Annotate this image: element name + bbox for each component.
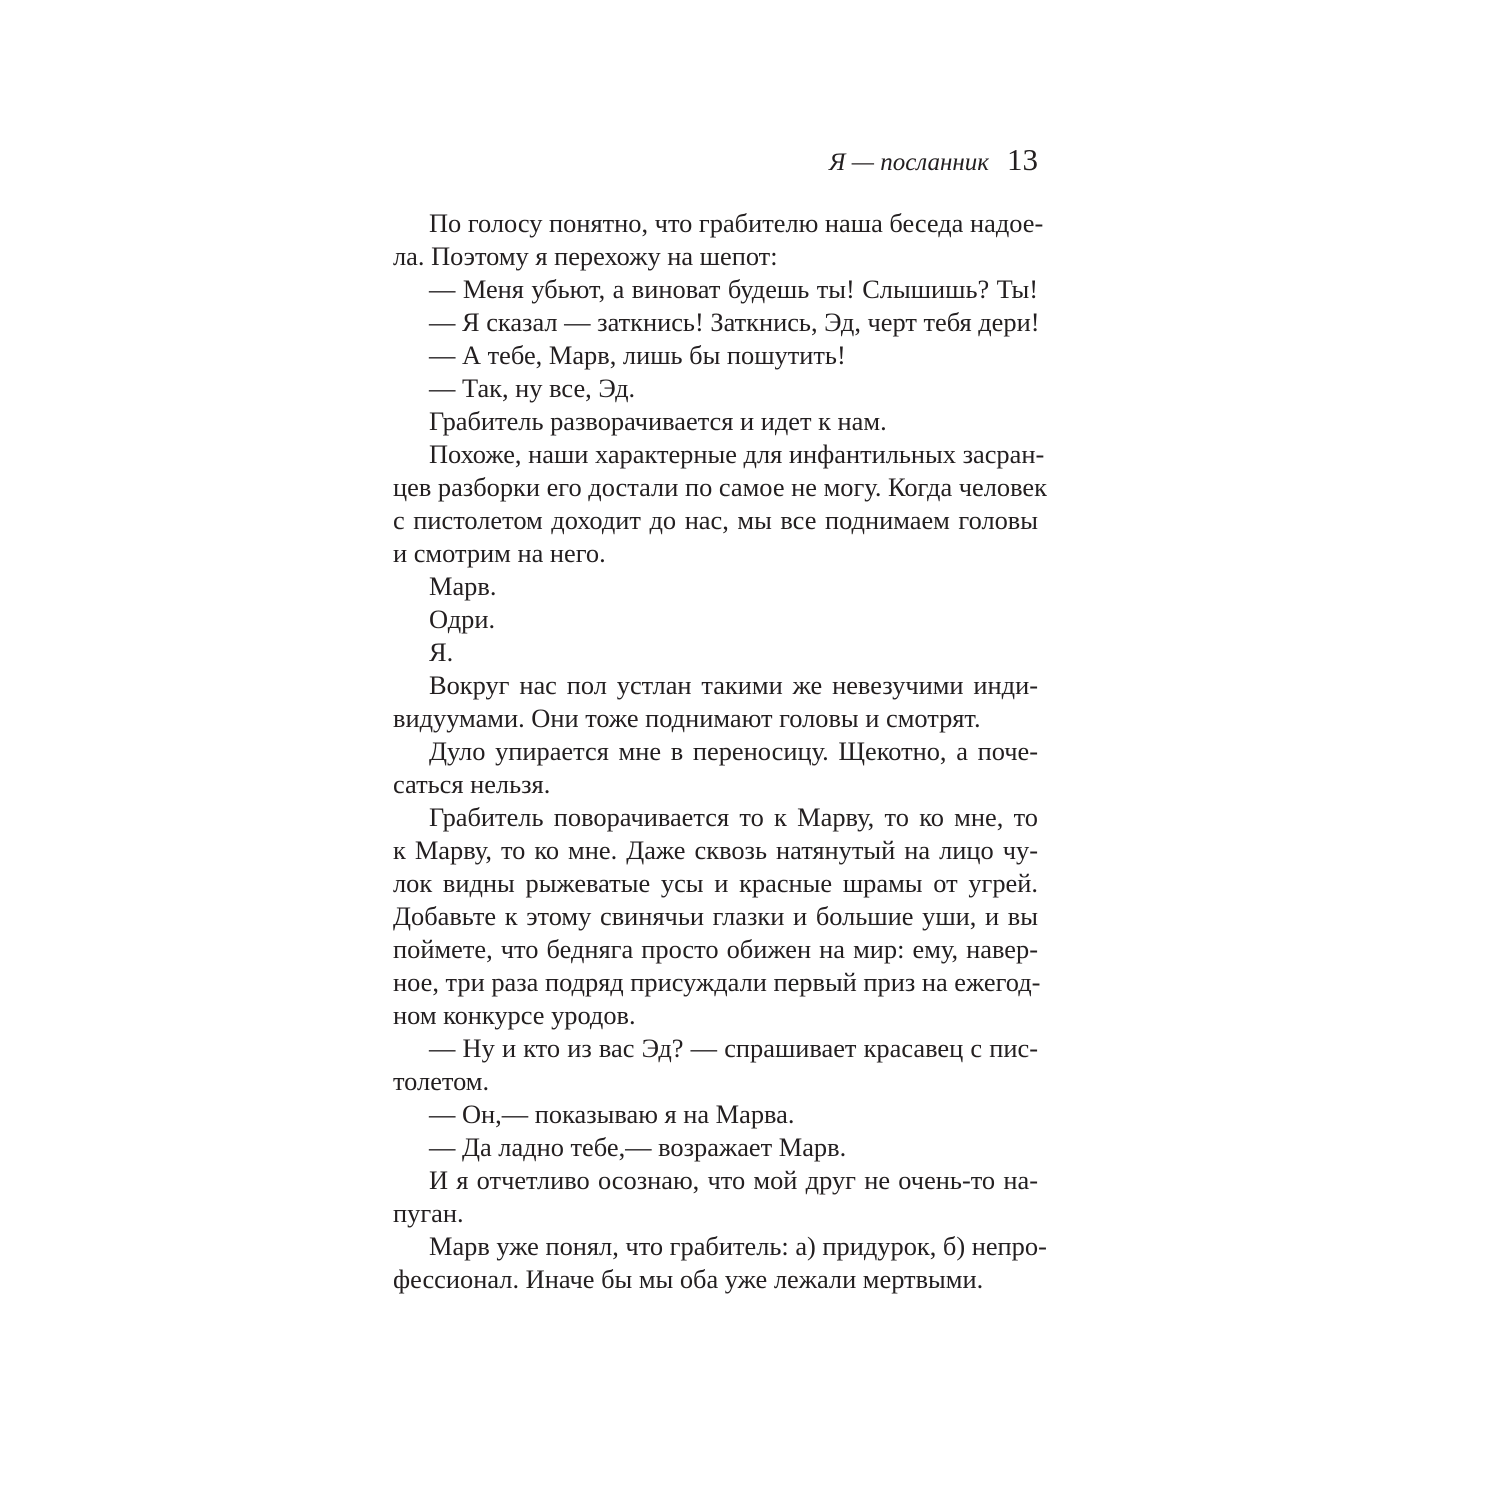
text-line: цев разборки его достали по самое не могу. Когда человек [393,472,1047,502]
text-line: Я. [429,637,454,667]
text-line: лок видны рыжеватые усы и красные шрамы от угрей. [393,868,1038,898]
text-line: ла. Поэтому я перехожу на шепот: [393,241,778,271]
text-line: По голосу понятно, что грабителю наша беседа надое- [429,208,1044,238]
text-line: — Он,— показываю я на Марва. [429,1099,795,1129]
text-line: ном конкурсе уродов. [393,1000,636,1030]
text-line: Марв. [429,571,497,601]
text-line: Грабитель разворачивается и идет к нам. [429,406,887,436]
text-line: — Меня убьют, а виноват будешь ты! Слышишь? Ты! [429,274,1038,304]
text-line: Добавьте к этому свинячьи глазки и большие уши, и вы [393,901,1038,931]
text-line: Грабитель поворачивается то к Марву, то ко мне, то [429,802,1038,832]
running-header [393,142,1038,182]
text-line: Похоже, наши характерные для инфантильных засран- [429,439,1045,469]
text-line: — Ну и кто из вас Эд? — спрашивает красавец с пис- [429,1033,1038,1063]
text-line: поймете, что бедняга просто обижен на мир: ему, навер- [393,934,1038,964]
text-line: — Да ладно тебе,— возражает Марв. [429,1132,847,1162]
text-line: ное, три раза подряд присуждали первый приз на ежегод- [393,967,1041,997]
text-line: Вокруг нас пол устлан такими же невезучими инди- [429,670,1038,700]
text-line: Дуло упирается мне в переносицу. Щекотно, а поче- [429,736,1038,766]
text-line: к Марву, то ко мне. Даже сквозь натянутый на лицо чу- [393,835,1038,865]
text-line: саться нельзя. [393,769,551,799]
text-line: пуган. [393,1198,464,1228]
text-line: — Я сказал — заткнись! Заткнись, Эд, черт тебя дери! [429,307,1040,337]
text-line: — А тебе, Марв, лишь бы пошутить! [429,340,846,370]
text-line: Марв уже понял, что грабитель: а) придурок, б) непро- [429,1231,1047,1261]
text-line: Одри. [429,604,496,634]
body-text [393,207,1047,1296]
text-line: с пистолетом доходит до нас, мы все поднимаем головы [393,505,1038,535]
text-line: толетом. [393,1066,490,1096]
text-line: фессионал. Иначе бы мы оба уже лежали мертвыми. [393,1264,984,1294]
text-line: И я отчетливо осознаю, что мой друг не очень-то на- [429,1165,1038,1195]
running-title: Я — посланник [829,149,989,176]
text-line: видуумами. Они тоже поднимают головы и смотрят. [393,703,981,733]
page-number: 13 [1007,142,1038,177]
text-line: и смотрим на него. [393,538,606,568]
text-line: — Так, ну все, Эд. [429,373,636,403]
